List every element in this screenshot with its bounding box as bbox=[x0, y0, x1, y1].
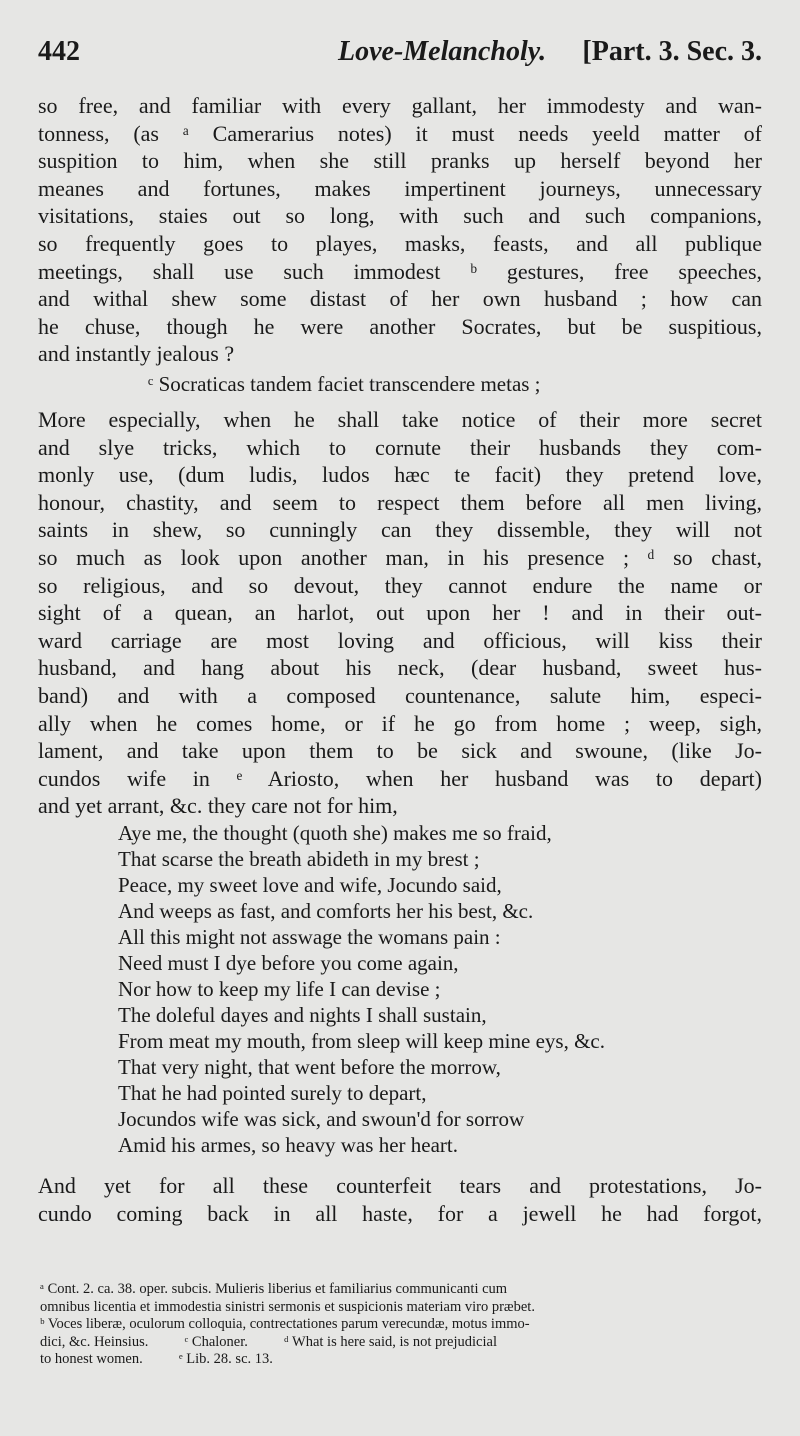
footnotes bbox=[40, 1281, 762, 1369]
footnote-line: dici, &c. Heinsius. ᶜ Chaloner. ᵈ What is here said, is not prejudicial bbox=[40, 1333, 497, 1350]
verse-line: All this might not asswage the womans pain : bbox=[118, 925, 501, 949]
text-line: visitations, staies out so long, with such and such companions, bbox=[38, 203, 762, 229]
footnote-line: to honest women. ᵉ Lib. 28. sc. 13. bbox=[40, 1351, 273, 1368]
paragraph-3 bbox=[38, 1172, 762, 1227]
running-title: Love-Melancholy. bbox=[338, 36, 547, 67]
text-line: and instantly jealous ? bbox=[38, 341, 235, 367]
verse-line: That he had pointed surely to depart, bbox=[118, 1081, 427, 1105]
text-line: and yet arrant, &c. they care not for him, bbox=[38, 793, 398, 819]
verse-line: Amid his armes, so heavy was her heart. bbox=[118, 1133, 458, 1157]
text-line: so free, and familiar with every gallant, her immodesty and wan- bbox=[38, 93, 762, 118]
text-line: meanes and fortunes, makes impertinent journeys, unnecessary bbox=[38, 175, 762, 201]
text-line: honour, chastity, and seem to respect them before all men living, bbox=[38, 489, 762, 515]
text-line: tonness, (as ᵃ Camerarius notes) it must needs yeeld matter of bbox=[38, 120, 762, 146]
text-line: meetings, shall use such immodest ᵇ gestures, free speeches, bbox=[38, 258, 762, 284]
verse-line: From meat my mouth, from sleep will keep mine eys, &c. bbox=[118, 1029, 605, 1053]
latin-quotation: ᶜ Socraticas tandem faciet transcendere metas ; bbox=[148, 372, 541, 396]
text-line: More especially, when he shall take notice of their more secret bbox=[38, 407, 762, 432]
text-line: ally when he comes home, or if he go from home ; weep, sigh, bbox=[38, 710, 762, 736]
text-line: lament, and take upon them to be sick and swoune, (like Jo- bbox=[38, 738, 762, 764]
verse-line: Aye me, the thought (quoth she) makes me so fraid, bbox=[118, 821, 552, 845]
text-line: so much as look upon another man, in his presence ; ᵈ so chast, bbox=[38, 544, 762, 570]
text-line: husband, and hang about his neck, (dear husband, sweet hus- bbox=[38, 655, 762, 681]
text-line: and slye tricks, which to cornute their husbands they com- bbox=[38, 434, 762, 460]
text-line: so religious, and so devout, they cannot endure the name or bbox=[38, 572, 762, 598]
verse-block bbox=[118, 820, 758, 1158]
text-line: band) and with a composed countenance, salute him, especi- bbox=[38, 682, 762, 708]
text-line: sight of a quean, an harlot, out upon her ! and in their out- bbox=[38, 600, 762, 626]
verse-line: Jocundos wife was sick, and swoun'd for sorrow bbox=[118, 1107, 525, 1131]
verse-line: That scarse the breath abideth in my brest ; bbox=[118, 847, 480, 871]
verse-line: The doleful dayes and nights I shall sustain, bbox=[118, 1003, 487, 1027]
page-number: 442 bbox=[38, 36, 80, 67]
verse-line: Nor how to keep my life I can devise ; bbox=[118, 977, 441, 1001]
text-line: monly use, (dum ludis, ludos hæc te facit) they pretend love, bbox=[38, 462, 762, 488]
verse-line: Need must I dye before you come again, bbox=[118, 951, 459, 975]
text-line: saints in shew, so cunningly can they dissemble, they will not bbox=[38, 517, 762, 543]
footnote-line: omnibus licentia et immodestia sinistri sermonis et suspicionis materiam viro præbet. bbox=[40, 1298, 535, 1315]
verse-line: That very night, that went before the morrow, bbox=[118, 1055, 501, 1079]
footnote-line: ᵇ Voces liberæ, oculorum colloquia, contrectationes parum verecundæ, motus immo- bbox=[40, 1316, 530, 1333]
text-line: and withal shew some distast of her own husband ; how can bbox=[38, 286, 762, 312]
paragraph-2 bbox=[38, 406, 762, 820]
text-line: And yet for all these counterfeit tears and protestations, Jo- bbox=[38, 1173, 762, 1198]
text-line: suspition to him, when she still pranks up herself beyond her bbox=[38, 148, 762, 174]
text-line: he chuse, though he were another Socrates, but be suspitious, bbox=[38, 313, 762, 339]
verse-line: And weeps as fast, and comforts her his best, &c. bbox=[118, 899, 534, 923]
section-label: [Part. 3. Sec. 3. bbox=[582, 36, 762, 67]
footnote-line: ᵃ Cont. 2. ca. 38. oper. subcis. Mulieris liberius et familiarius communicanti cum bbox=[40, 1281, 508, 1297]
text-line: ward carriage are most loving and officious, will kiss their bbox=[38, 627, 762, 653]
text-line: cundos wife in ᵉ Ariosto, when her husband was to depart) bbox=[38, 765, 762, 791]
paragraph-1 bbox=[38, 92, 762, 368]
text-line: so frequently goes to playes, masks, feasts, and all publique bbox=[38, 230, 762, 256]
page-header bbox=[38, 36, 762, 72]
verse-line: Peace, my sweet love and wife, Jocundo said, bbox=[118, 873, 502, 897]
text-line: cundo coming back in all haste, for a jewell he had forgot, bbox=[38, 1200, 762, 1226]
